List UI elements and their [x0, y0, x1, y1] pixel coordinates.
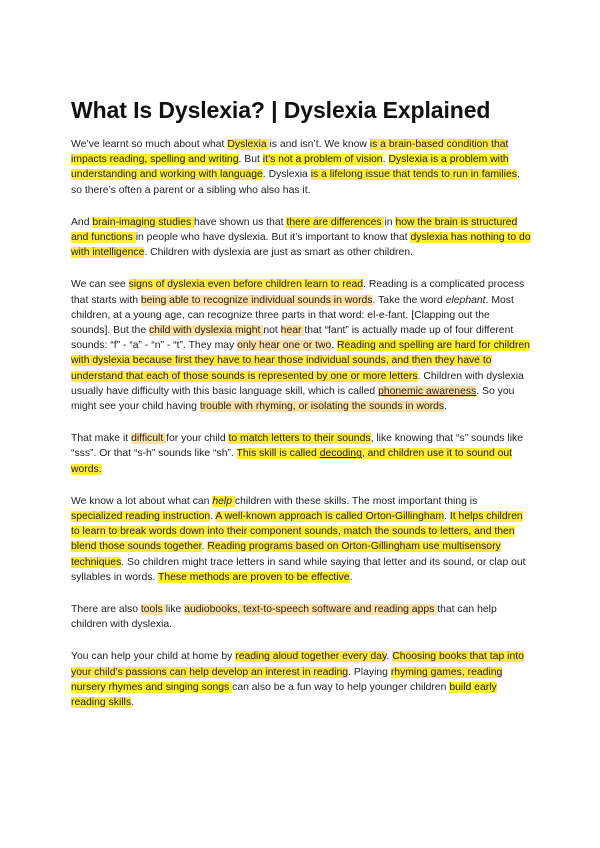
- highlighted-text: specialized reading instruction: [71, 511, 211, 523]
- text-run: . Dyslexia: [262, 169, 311, 181]
- text-run: .: [349, 571, 353, 583]
- highlighted-text: , and children use it to sound out words.: [71, 448, 513, 475]
- paragraph-decoding: [71, 431, 531, 477]
- highlighted-text: Choosing books that tap into your child’s passions can help develop an interest in reading: [71, 651, 524, 678]
- paragraph-brain-imaging: [71, 215, 531, 261]
- text-run: that can help children with dyslexia.: [71, 604, 497, 631]
- document-title: What Is Dyslexia? | Dyslexia Explained: [71, 97, 491, 123]
- highlighted-text: Reading and spelling are hard for children with dyslexia because first they have to hear those individual sounds, and then they have to understand that each of those sounds is represented by one or more letters: [71, 340, 530, 382]
- text-run: .: [131, 697, 134, 709]
- text-run: have shown us that: [194, 216, 287, 228]
- highlighted-text: being able to recognize individual sounds in words: [140, 294, 373, 306]
- text-run: .: [444, 401, 448, 413]
- highlighted-text: reading aloud together every day: [235, 651, 387, 663]
- highlighted-text: brain-imaging studies: [92, 216, 195, 228]
- text-run: in: [384, 216, 396, 228]
- text-run: . Children with dyslexia usually have difficulty with this basic language skill, which is called: [71, 370, 524, 397]
- highlighted-text: difficult: [131, 433, 167, 445]
- text-run: That make it: [71, 433, 132, 445]
- text-run: in people who have dyslexia. But it’s important to know that: [135, 232, 411, 244]
- text-run: , so there’s often a parent or a sibling who also has it.: [71, 169, 520, 196]
- highlighted-text: signs of dyslexia even before children learn to read: [128, 279, 364, 291]
- document-page: [71, 96, 531, 727]
- emphasis-text: elephant: [445, 294, 486, 306]
- highlighted-text: is a brain-based condition that impacts reading, spelling and writing: [71, 139, 509, 166]
- text-run: We’ve learnt so much about what: [71, 139, 228, 150]
- text-run: . So you might see your child having: [71, 385, 515, 413]
- highlighted-text: to match letters to their sounds: [228, 433, 371, 445]
- text-run: , like knowing that “s” sounds like “sss”. Or that “s-h” sounds like “sh”.: [71, 433, 524, 460]
- text-run: can also be a fun way to help younger children: [232, 681, 450, 693]
- text-run: . So children might trace letters in sand while saying that letter and its sound, or clap out syllables in words.: [71, 556, 526, 583]
- text-run: And: [71, 216, 93, 228]
- text-run: .: [210, 511, 216, 523]
- highlighted-text: only hear one or two: [237, 340, 332, 352]
- paragraph-reading-instruction: [71, 494, 531, 585]
- highlighted-text: Reading programs based on Orton-Gillingham use multisensory techniques: [71, 541, 501, 568]
- paragraph-tools: [71, 602, 531, 632]
- highlighted-text: Dyslexia is a problem with understanding and working with language: [71, 154, 509, 181]
- text-run: like: [165, 604, 185, 616]
- highlighted-text: tools: [140, 604, 166, 616]
- highlighted-text: child with dyslexia might: [148, 325, 264, 337]
- text-run: There are also: [71, 604, 141, 616]
- highlighted-text: there are differences: [286, 216, 385, 228]
- text-run: . But: [238, 154, 263, 166]
- text-run: not: [263, 325, 281, 337]
- highlighted-text: A well-known approach is called Orton-Gillingham: [215, 511, 445, 523]
- highlighted-text: rhyming games, reading nursery rhymes and singing songs: [71, 666, 503, 693]
- text-run: .: [382, 154, 389, 166]
- text-run: .: [331, 340, 338, 352]
- text-run: is and isn’t. We know: [269, 139, 370, 150]
- paragraph-what-is-dyslexia: [71, 137, 531, 198]
- text-run: We can see: [71, 279, 129, 291]
- text-run: that “fant” is actually made up of four different sounds: “f” - “a” - “n” - “t”. They may: [71, 325, 514, 352]
- text-run: . Children with dyslexia are just as smart as other children.: [144, 247, 413, 259]
- highlighted-text: it’s not a problem of vision: [262, 154, 383, 166]
- text-run: You can help your child at home by: [71, 651, 236, 663]
- highlighted-text: It helps children to learn to break words down into their component sounds, match the sounds to letters, and then blend those sounds together: [71, 511, 523, 553]
- underlined-term: phonemic awareness: [378, 385, 477, 397]
- text-run: .: [201, 541, 208, 553]
- highlighted-text: audiobooks, text-to-speech software and reading apps: [184, 604, 438, 616]
- highlighted-emphasis: help: [212, 495, 235, 507]
- highlighted-text: dyslexia has nothing to do with intelligence: [71, 232, 531, 259]
- highlighted-text: build early reading skills: [71, 681, 497, 709]
- text-run: . Reading is a complicated process that starts with: [71, 279, 525, 306]
- highlighted-text: This skill is called: [236, 448, 320, 460]
- paragraph-signs-of-dyslexia: [71, 277, 531, 414]
- highlighted-text: how the brain is structured and functions: [71, 216, 518, 244]
- highlighted-text: is a lifelong issue that tends to run in families: [310, 169, 517, 181]
- highlighted-text: These methods are proven to be effective: [158, 571, 350, 583]
- highlighted-text: trouble with rhyming, or isolating the sounds in words: [199, 401, 445, 413]
- highlighted-text: hear: [280, 325, 305, 337]
- text-run: .: [444, 511, 450, 523]
- paragraph-help-at-home: [71, 649, 531, 710]
- underlined-term: decoding: [319, 448, 362, 460]
- text-run: .: [386, 651, 393, 663]
- text-run: . Take the word: [372, 294, 446, 306]
- text-run: . Playing: [348, 666, 391, 678]
- text-run: . Most children, at a young age, can recognize three parts in that word: el-e-fant. [Clapping out the sounds]. But the: [71, 294, 514, 337]
- highlighted-text: Dyslexia: [227, 139, 270, 150]
- text-run: for your child: [166, 433, 229, 445]
- text-run: We know a lot about what can: [71, 495, 213, 507]
- text-run: children with these skills. The most important thing is: [234, 495, 478, 507]
